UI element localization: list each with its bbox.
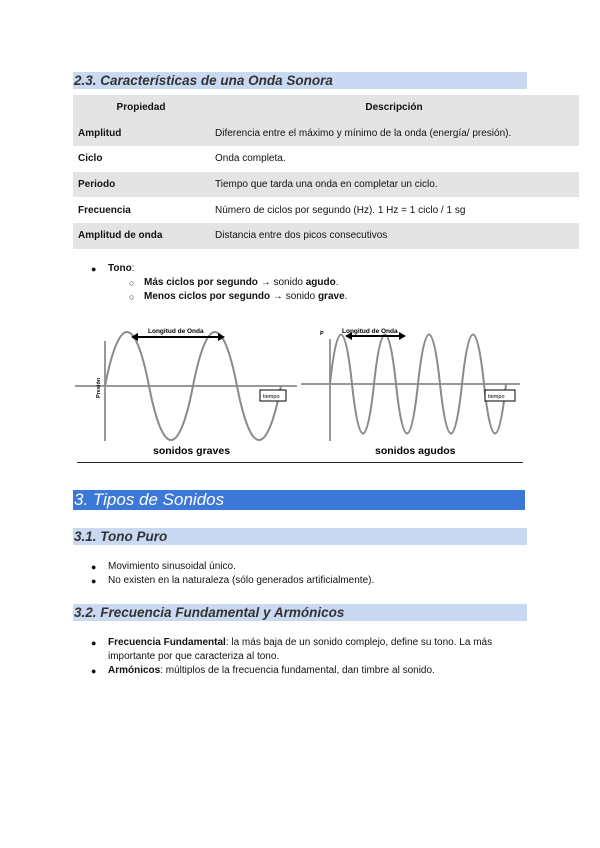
list-item: ○ Menos ciclos por segundo → sonido grave. xyxy=(129,291,348,302)
fundamental-list xyxy=(91,636,523,678)
table-cell-description: Tiempo que tarda una onda en completar un ciclo. xyxy=(215,179,438,191)
list-item: ● Tono: xyxy=(91,263,135,274)
table-cell-property: Frecuencia xyxy=(78,204,131,216)
left-time-label: tiempo xyxy=(263,394,280,400)
properties-table xyxy=(73,95,579,249)
sound-waves-figure xyxy=(75,326,525,466)
table-header-property: Propiedad xyxy=(116,102,166,114)
left-caption: sonidos graves xyxy=(153,445,231,457)
table-row xyxy=(73,197,579,223)
bullet-icon: ● xyxy=(91,638,97,648)
table-row xyxy=(73,172,579,198)
right-time-label: tiempo xyxy=(488,394,505,400)
circle-bullet-icon: ○ xyxy=(129,292,135,302)
heading-3-2: 3.2. Frecuencia Fundamental y Armónicos xyxy=(73,604,527,621)
list-item: ● Movimiento sinusoidal único. xyxy=(91,561,236,572)
bullet-icon: ● xyxy=(91,562,97,572)
table-row xyxy=(73,146,579,172)
bullet-icon: ● xyxy=(91,666,97,676)
right-wavelength-label: Longitud de Onda xyxy=(342,328,398,335)
table-row xyxy=(73,121,579,147)
table-cell-description: Distancia entre dos picos consecutivos xyxy=(215,230,388,242)
tono-puro-list xyxy=(91,560,375,588)
tono-label: Tono xyxy=(108,263,132,274)
right-caption: sonidos agudos xyxy=(375,445,456,457)
bullet-icon: ● xyxy=(91,576,97,586)
figure-divider xyxy=(77,462,523,463)
table-cell-description: Onda completa. xyxy=(215,153,286,165)
table-cell-description: Número de ciclos por segundo (Hz). 1 Hz = 1 ciclo / 1 sg xyxy=(215,204,466,216)
list-item: ● Armónicos: múltiplos de la frecuencia fundamental, dan timbre al sonido. xyxy=(91,665,435,676)
arrow-head-icon xyxy=(399,332,406,340)
tono-list xyxy=(91,262,135,276)
heading-3: 3. Tipos de Sonidos xyxy=(73,490,525,510)
circle-bullet-icon: ○ xyxy=(129,278,135,288)
list-item: ○ Más ciclos por segundo → sonido agudo. xyxy=(129,277,339,288)
right-axis-label: P xyxy=(320,331,324,337)
tono-sublist xyxy=(129,276,348,304)
heading-2-3: 2.3. Características de una Onda Sonora xyxy=(73,72,527,89)
table-cell-property: Amplitud xyxy=(78,127,122,139)
table-cell-description: Diferencia entre el máximo y mínimo de la onda (energía/ presión). xyxy=(215,127,512,139)
left-wavelength-label: Longitud de Onda xyxy=(148,328,204,335)
list-item: ● Frecuencia Fundamental: la más baja de un sonido complejo, define su tono. La más importante por que caracteriza al tono. xyxy=(91,637,493,662)
table-row xyxy=(73,223,579,249)
low-frequency-wave-panel xyxy=(75,328,297,457)
table-cell-property: Periodo xyxy=(78,179,116,191)
table-cell-property: Ciclo xyxy=(78,153,103,165)
heading-3-1: 3.1. Tono Puro xyxy=(73,528,527,545)
high-frequency-wave-panel xyxy=(301,328,520,457)
list-item: ● No existen en la naturaleza (sólo generados artificialmente). xyxy=(91,575,375,586)
bullet-icon: ● xyxy=(91,264,97,274)
table-header-description: Descripción xyxy=(365,102,423,114)
table-cell-property: Amplitud de onda xyxy=(78,230,163,242)
left-axis-label: Presión xyxy=(96,377,102,398)
table-header-row xyxy=(73,95,579,121)
